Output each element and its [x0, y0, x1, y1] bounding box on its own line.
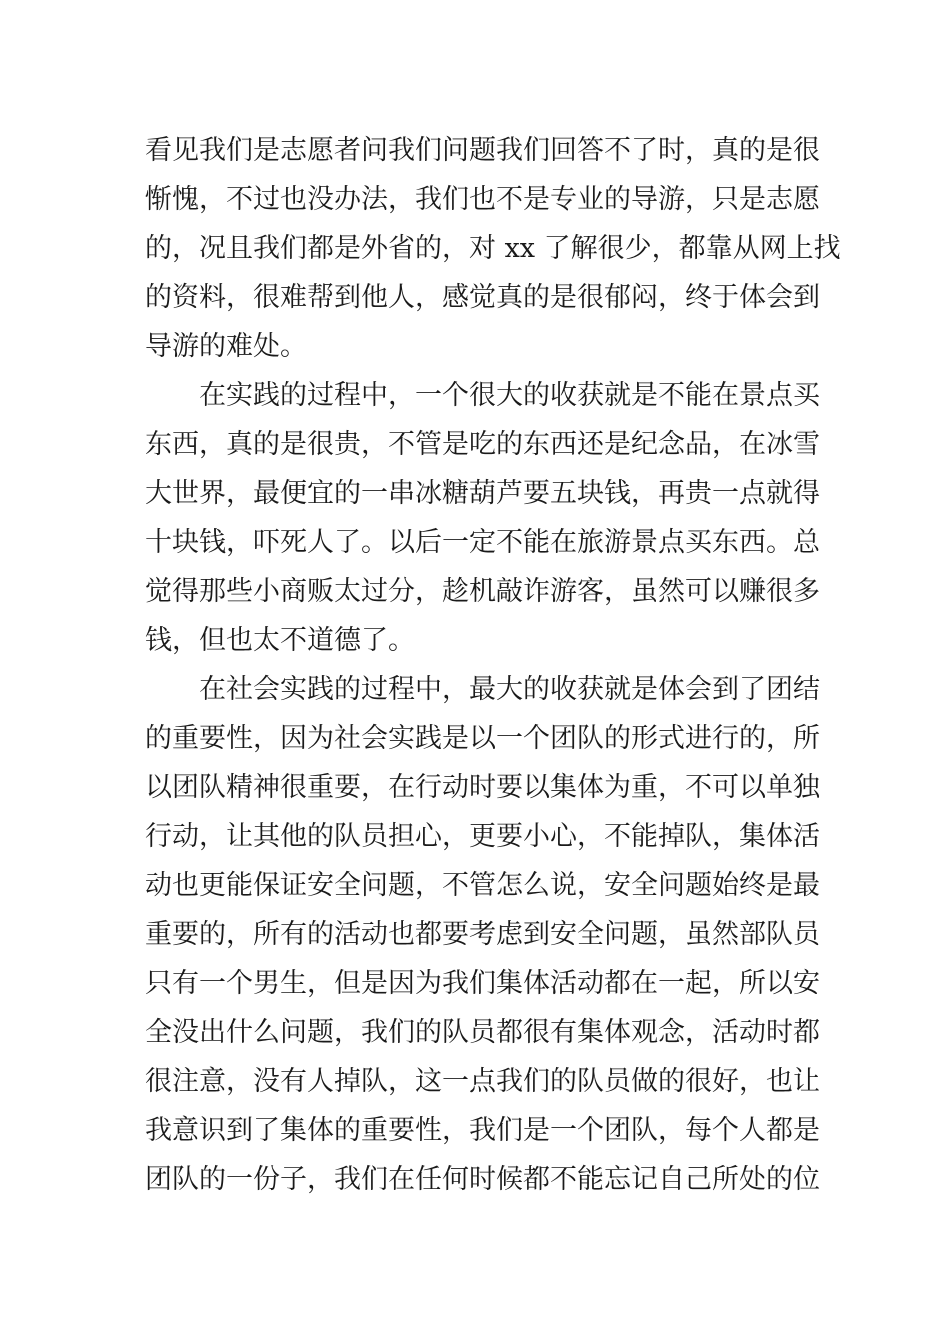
text-line: 惭愧，不过也没办法，我们也不是专业的导游，只是志愿 [145, 184, 820, 215]
text-line: 团队的一份子，我们在任何时候都不能忘记自己所处的位 [145, 1164, 820, 1195]
text-line: 东西，真的是很贵，不管是吃的东西还是纪念品，在冰雪 [145, 429, 820, 460]
text-line: 行动，让其他的队员担心，更要小心，不能掉队，集体活 [145, 821, 820, 852]
text-line: 觉得那些小商贩太过分，趁机敲诈游客，虽然可以赚很多 [145, 576, 820, 607]
text-line: 十块钱，吓死人了。以后一定不能在旅游景点买东西。总 [145, 527, 820, 558]
text-line: 只有一个男生，但是因为我们集体活动都在一起，所以安 [145, 968, 820, 999]
body-text [145, 126, 841, 1204]
text-line: 在社会实践的过程中，最大的收获就是体会到了团结 [199, 674, 820, 705]
text-line: 全没出什么问题，我们的队员都很有集体观念，活动时都 [145, 1017, 820, 1048]
text-line: 的资料，很难帮到他人，感觉真的是很郁闷，终于体会到 [145, 282, 820, 313]
text-line: 大世界，最便宜的一串冰糖葫芦要五块钱，再贵一点就得 [145, 478, 820, 509]
text-line: 重要的，所有的活动也都要考虑到安全问题，虽然部队员 [145, 919, 820, 950]
text-line: 的，况且我们都是外省的，对 xx 了解很少，都靠从网上找 [145, 233, 841, 264]
text-line: 我意识到了集体的重要性，我们是一个团队，每个人都是 [145, 1115, 820, 1146]
text-line: 的重要性，因为社会实践是以一个团队的形式进行的，所 [145, 723, 820, 754]
text-line: 钱，但也太不道德了。 [145, 625, 415, 656]
text-line: 在实践的过程中，一个很大的收获就是不能在景点买 [199, 380, 820, 411]
text-line: 动也更能保证安全问题，不管怎么说，安全问题始终是最 [145, 870, 820, 901]
text-line: 导游的难处。 [145, 331, 307, 362]
text-line: 很注意，没有人掉队，这一点我们的队员做的很好，也让 [145, 1066, 820, 1097]
text-line: 看见我们是志愿者问我们问题我们回答不了时，真的是很 [145, 135, 820, 166]
text-line: 以团队精神很重要，在行动时要以集体为重，不可以单独 [145, 772, 820, 803]
